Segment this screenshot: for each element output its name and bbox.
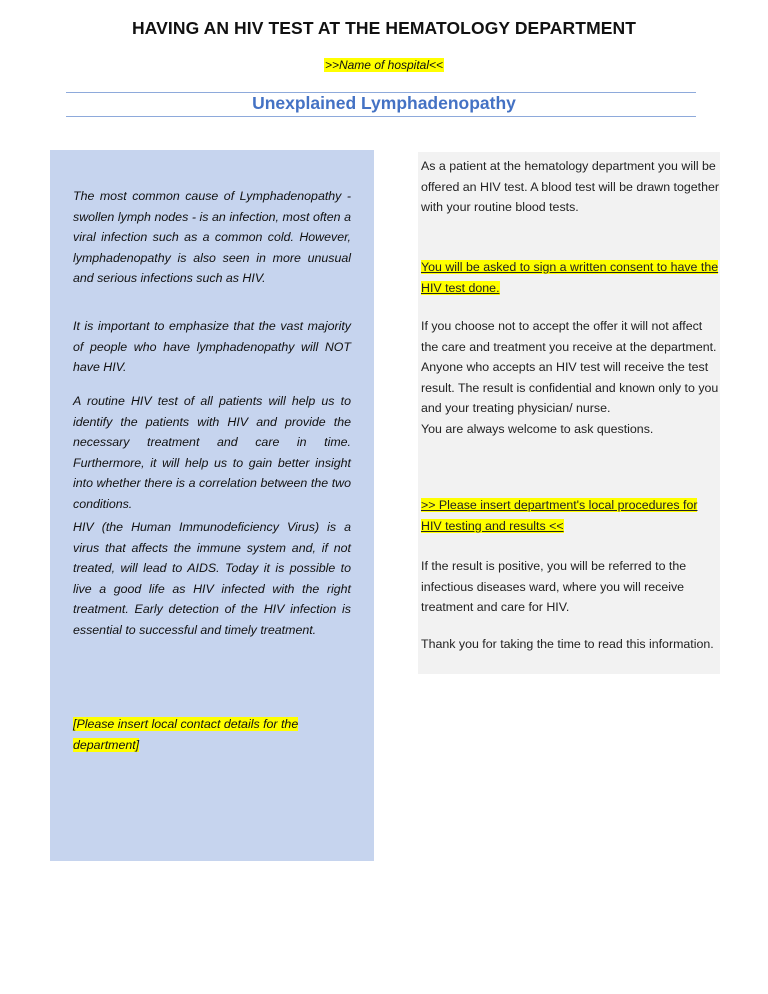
left-paragraph-cause: The most common cause of Lymphadenopathy - swollen lymph nodes - is an infection, most often a viral infection such as a common cold. However, lymphadenopathy is also seen in more unusual and serious infections such as HIV. [73, 189, 351, 286]
right-paragraph-offer: As a patient at the hematology department you will be offered an HIV test. A blood test will be drawn together with your routine blood tests. [421, 159, 720, 215]
hospital-name-placeholder [0, 58, 768, 72]
choice-text: If you choose not to accept the offer it will not affect the care and treatment you receive at the department. [421, 319, 717, 354]
left-paragraph-majority: It is important to emphasize that the vast majority of people who have lymphadenopathy will NOT have HIV. [73, 319, 351, 375]
section-subtitle: Unexplained Lymphadenopathy [252, 93, 516, 113]
left-paragraph-routine-test: A routine HIV test of all patients will help us to identify the patients with HIV and provide the necessary treatment and care in time. Furthermore, it will help us to gain better insight into whether there is a correlation between the two conditions. [73, 394, 351, 511]
subtitle-bottom-divider [66, 116, 696, 117]
contact-details-text: [Please insert local contact details for the department] [73, 717, 299, 752]
page-title: HAVING AN HIV TEST AT THE HEMATOLOGY DEPARTMENT [131, 18, 637, 38]
consent-notice-text: You will be asked to sign a written consent to have the HIV test done. [421, 260, 719, 295]
local-procedures-text: >> Please insert department's local procedures for HIV testing and results << [421, 498, 698, 533]
consent-notice [421, 257, 719, 298]
hospital-name-text: >>Name of hospital<< [324, 58, 444, 72]
result-confidential-text: Anyone who accepts an HIV test will receive the test result. The result is confidential and known only to you and your treating physician/ nurse. [421, 360, 719, 416]
right-paragraph-choice [421, 316, 719, 440]
questions-welcome-text: You are always welcome to ask questions. [421, 421, 654, 436]
local-procedures-placeholder [421, 495, 719, 536]
left-paragraph-hiv-definition: HIV (the Human Immunodeficiency Virus) is a virus that affects the immune system and, if not treated, will lead to AIDS. Today it is possible to live a good life as HIV infected with the right treatment. Early detection of the HIV infection is essential to successful and timely treatment. [73, 520, 351, 637]
contact-details-placeholder [73, 714, 351, 755]
right-paragraph-thanks: Thank you for taking the time to read this information. [421, 637, 714, 651]
right-paragraph-positive-result: If the result is positive, you will be referred to the infectious diseases ward, where you will receive treatment and care for HIV. [421, 559, 687, 615]
